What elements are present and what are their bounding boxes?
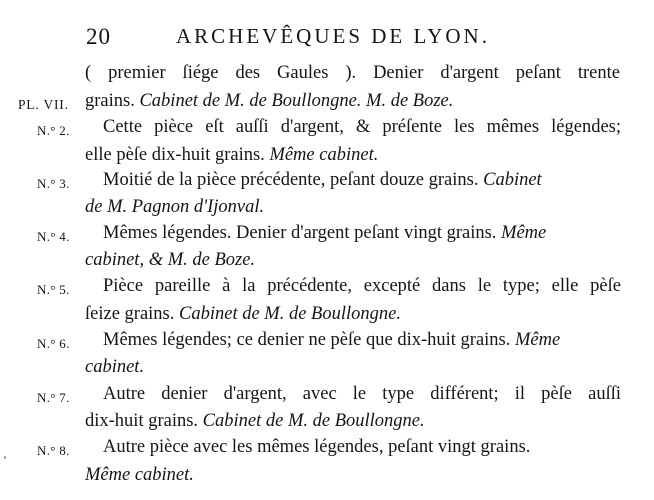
page-number: 20	[86, 24, 111, 49]
intro-line-1: ( premier ſiége des Gaules ). Denier d'argent peſant trente	[85, 63, 620, 83]
entry-7-line-2-italic: Cabinet de M. de Boullongne.	[202, 411, 425, 431]
page-header	[86, 24, 526, 54]
intro-line-2	[85, 92, 453, 111]
intro-line-2-italic: Cabinet de M. de Boullongne. M. de Boze.	[139, 91, 454, 111]
entry-label-6: N.° 6.	[37, 336, 70, 351]
entry-2-line-2-text: elle pèſe dix-huit grains.	[85, 145, 270, 165]
entry-3-line-1-italic: Cabinet	[483, 170, 542, 190]
entry-4-line-2-italic: cabinet, & M. de Boze.	[85, 250, 256, 270]
entry-8-line-2-italic: Même cabinet.	[85, 465, 194, 485]
plate-label: PL. VII.	[18, 97, 69, 112]
entry-6-line-2	[85, 358, 144, 377]
entry-3-line-2-italic: de M. Pagnon d'Ijonval.	[85, 197, 265, 217]
entry-label-3: N.° 3.	[37, 176, 70, 191]
entry-label-4: N.° 4.	[37, 229, 70, 244]
entry-7-line-1-text: Autre denier d'argent, avec le type différent; il pèſe auſſi	[103, 384, 621, 404]
entry-3-line-1	[103, 171, 542, 190]
entry-label-2: N.° 2.	[37, 123, 70, 138]
entry-5-line-2-italic: Cabinet de M. de Boullongne.	[179, 304, 401, 324]
entry-6-line-2-italic: cabinet.	[85, 357, 145, 377]
entry-4-line-1	[103, 224, 546, 243]
margin-speck	[4, 456, 6, 459]
entry-5-line-2-text: ſeize grains.	[85, 304, 179, 324]
entry-7-line-2-text: dix-huit grains.	[85, 411, 203, 431]
entry-6-line-1-text: Mêmes légendes; ce denier ne pèſe que dix-huit grains.	[103, 330, 515, 350]
entry-5-line-1	[103, 277, 621, 296]
entry-label-7: N.° 7.	[37, 390, 70, 405]
entry-label-5: N.° 5.	[37, 282, 70, 297]
entry-6-line-1-italic: Même	[515, 330, 561, 350]
entry-2-line-1-text: Cette pièce eſt auſſi d'argent, & préſente les mêmes légendes;	[103, 117, 621, 137]
entry-8-line-1	[103, 438, 530, 457]
entry-8-line-2	[85, 466, 194, 485]
intro-line-2-text: grains.	[85, 91, 140, 111]
entry-3-line-1-text: Moitié de la pièce précédente, peſant douze grains.	[103, 170, 484, 190]
entry-2-line-1	[103, 118, 621, 137]
entry-8-line-1-text: Autre pièce avec les mêmes légendes, peſant vingt grains.	[103, 437, 531, 457]
entry-5-line-1-text: Pièce pareille à la précédente, excepté dans le type; elle pèſe	[103, 276, 621, 296]
entry-6-line-1	[103, 331, 560, 350]
entry-4-line-2	[85, 251, 255, 270]
entry-2-line-2	[85, 146, 378, 165]
entry-7-line-2	[85, 412, 425, 431]
running-title: ARCHEVÊQUES DE LYON.	[176, 24, 490, 48]
entry-4-line-1-text: Mêmes légendes. Denier d'argent peſant vingt grains.	[103, 223, 502, 243]
entry-3-line-2	[85, 198, 264, 217]
entry-4-line-1-italic: Même	[501, 223, 547, 243]
entry-5-line-2	[85, 305, 401, 324]
entry-label-8: N.° 8.	[37, 443, 70, 458]
entry-2-line-2-italic: Même cabinet.	[269, 145, 379, 165]
entry-7-line-1	[103, 385, 621, 404]
